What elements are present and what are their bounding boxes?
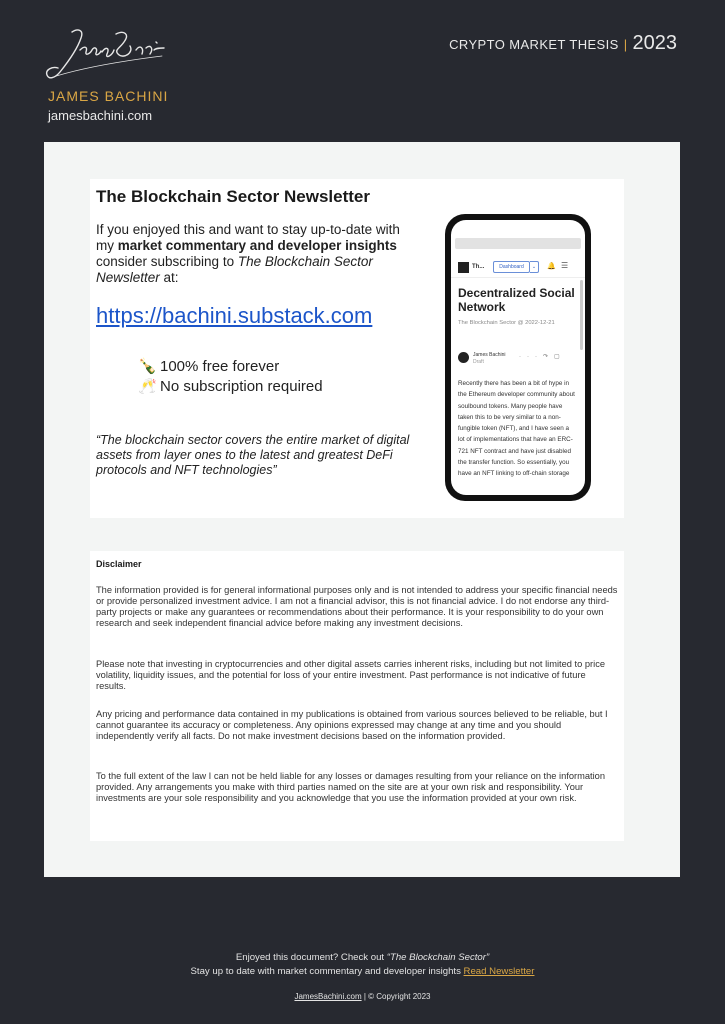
- brand-site: jamesbachini.com: [48, 108, 153, 123]
- bottle-icon: 🍾: [138, 358, 157, 375]
- newsletter-quote: “The blockchain sector covers the entire market of digital assets from layer ones to the latest and greatest DeFi protocols and NFT technologies”: [96, 433, 410, 477]
- share-icon: ↷: [543, 354, 555, 360]
- read-newsletter-link[interactable]: Read Newsletter: [463, 966, 535, 977]
- toast-icon: 🥂: [138, 378, 157, 395]
- substack-link[interactable]: https://bachini.substack.com: [96, 303, 373, 328]
- thesis-label: CRYPTO MARKET THESIS: [449, 37, 619, 52]
- newsletter-title: The Blockchain Sector Newsletter: [96, 187, 370, 206]
- phone-nav-bar: [451, 256, 585, 278]
- site-link[interactable]: JamesBachini.com: [294, 992, 362, 1001]
- benefit-no-subscription-text: No subscription required: [160, 378, 323, 395]
- phone-scrollbar: [580, 280, 583, 350]
- publication-logo: [458, 262, 469, 273]
- bell-icon: 🔔: [547, 263, 556, 270]
- dashboard-button: Dashboard: [493, 261, 530, 273]
- disclaimer-card: [90, 551, 624, 841]
- disclaimer-paragraph: The information provided is for general informational purposes only and is not intended to address your specific financial needs or provide personalized investment advice. I am not a financial advisor, this is not financial advice. I do not endorse any third-party projects or make any guarantees or recommendations about their performance. It is your responsibility to do your own research and seek independent financial advice before making any investment decisions.: [96, 585, 618, 628]
- post-status: Draft: [473, 359, 484, 365]
- article-title: Decentralized Social Network: [458, 286, 575, 314]
- footer-copyright: [0, 992, 725, 1001]
- disclaimer-paragraph: To the full extent of the law I can not be held liable for any losses or damages resulting from your reliance on the information provided. Any arrangements you make with third parties named on the site are at your own risk and responsibility. Your investments are your sole responsibility and you acknowledge that you use the information provided at your own risk.: [96, 771, 606, 803]
- bookmark-icon: ▢: [554, 354, 566, 360]
- intro-text-2: consider subscribing to: [96, 254, 238, 269]
- thesis-year: 2023: [632, 32, 677, 54]
- copyright-text: | © Copyright 2023: [361, 992, 431, 1001]
- publication-short-name: Th...: [472, 264, 485, 270]
- intro-text-3: at:: [159, 270, 179, 285]
- more-icon: ···: [519, 354, 543, 360]
- brand-name: JAMES BACHINI: [48, 88, 169, 104]
- newsletter-intro: [96, 222, 414, 286]
- disclaimer-title: Disclaimer: [96, 559, 142, 569]
- footer-text: Enjoyed this document? Check out: [235, 952, 387, 963]
- author-avatar: [458, 352, 469, 363]
- footer-text: Stay up to date with market commentary and developer insights: [190, 966, 464, 977]
- document-page: [44, 142, 680, 877]
- benefit-no-subscription: [138, 377, 323, 397]
- disclaimer-paragraph: Please note that investing in cryptocurrencies and other digital assets carries inherent risks, including but not limited to price volatility, liquidity issues, and the potential for loss of your entire investment. Past performance is not indicative of future results.: [96, 659, 606, 691]
- benefit-free: [138, 357, 323, 377]
- footer-line-2: [0, 966, 725, 977]
- signature-logo: [44, 26, 169, 84]
- chevron-down-icon: ⌄: [530, 261, 539, 273]
- intro-italic: The Blockchain Sector Newsletter: [96, 254, 373, 285]
- thesis-heading: [449, 32, 677, 55]
- disclaimer-paragraph: Any pricing and performance data contained in my publications is obtained from various sources believed to be reliable, but I cannot guarantee its accuracy or completeness. Any opinions expressed may change at any time and you should independently verify all facts. Do not make investment decisions based on the information provided.: [96, 709, 608, 741]
- phone-url-bar: [455, 238, 581, 249]
- article-body: Recently there has been a bit of hype in the Ethereum developer community about soulbound tokens. Many people have taken this to be very similar to a non-fungible token (NFT), and I have seen a lot of implementations that have an ERC-721 NFT contract and have just disabled the transfer function. So essentially, you have an NFT linking to off-chain storage: [458, 380, 575, 478]
- phone-mockup: [445, 214, 591, 501]
- thesis-separator: |: [623, 37, 628, 52]
- intro-text-1: If you enjoyed this and want to stay up-to-date with my: [96, 222, 400, 253]
- phone-screen: [451, 220, 585, 495]
- footer-book-title: “The Blockchain Sector”: [386, 952, 490, 963]
- article-meta: The Blockchain Sector @ 2022-12-21: [458, 320, 555, 326]
- benefit-free-text: 100% free forever: [160, 358, 280, 375]
- benefits-list: [138, 357, 323, 397]
- footer-line-1: [0, 952, 725, 963]
- intro-bold: market commentary and developer insights: [117, 238, 397, 253]
- newsletter-card: [90, 179, 624, 518]
- post-actions: [519, 353, 566, 360]
- author-name: James Bachini: [473, 352, 506, 358]
- menu-icon: ☰: [561, 261, 569, 270]
